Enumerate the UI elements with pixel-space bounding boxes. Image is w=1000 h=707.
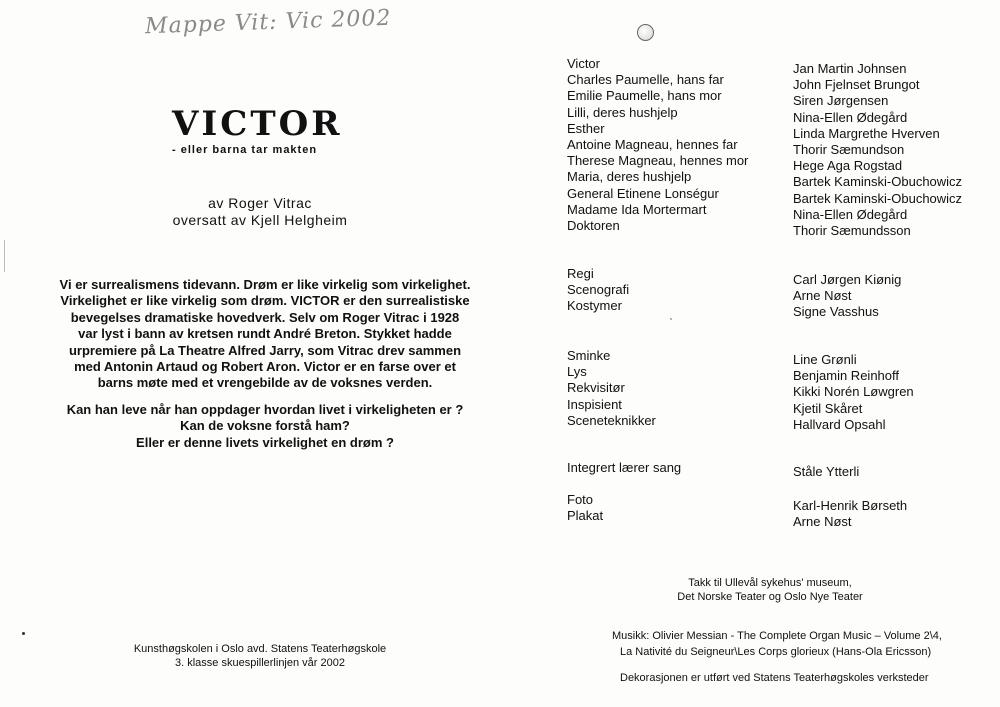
role: Antoine Magneau, hennes far	[567, 137, 738, 153]
scan-edge-mark	[4, 240, 5, 272]
intro-line: Virkelighet er like virkelig som drøm. VICTOR er den surrealistiske	[60, 293, 470, 309]
play-subtitle: - eller barna tar makten	[172, 144, 318, 156]
crew-role: Scenografi	[567, 282, 630, 298]
thanks-line: Takk til Ullevål sykehus' museum,	[688, 577, 852, 589]
intro-line: urpremiere på La Theatre Alfred Jarry, som Vitrac drev sammen	[68, 342, 462, 358]
intro-line: med Antonin Artaud og Robert Aron. Victor er en farse over et	[74, 359, 456, 375]
question-line: Kan han leve når han oppdager hvordan livet i virkeligheten er ?	[66, 402, 464, 417]
actor: Hege Aga Rogstad	[793, 158, 903, 174]
crew-role: Plakat	[567, 508, 604, 524]
punch-hole	[637, 24, 654, 41]
role: Victor	[567, 56, 600, 71]
crew-role: Lys	[567, 364, 587, 380]
crew-names-4	[793, 498, 907, 530]
crew-name: Arne Nøst	[793, 514, 852, 530]
crew-roles-1	[567, 266, 629, 315]
crew-role: Kostymer	[567, 298, 622, 314]
scan-speck	[670, 318, 672, 320]
role: Esther	[567, 120, 605, 136]
cast-roles	[567, 56, 748, 234]
handwritten-archive-note: Mappe Vit: Vic 2002	[144, 5, 392, 40]
crew-name: Karl-Henrik Børseth	[793, 498, 908, 513]
role: Charles Paumelle, hans far	[567, 72, 724, 88]
crew-name: Arne Nøst	[793, 288, 852, 304]
translator-line: oversatt av Kjell Helgheim	[172, 212, 348, 228]
author-line: av Roger Vitrac	[208, 195, 312, 211]
questions	[50, 402, 480, 451]
role: Doktoren	[567, 218, 620, 234]
crew-role-singing: Integrert lærer sang	[567, 460, 682, 475]
question-line: Eller er denne livets virkelighet en drøm ?	[136, 434, 394, 450]
intro-line: Vi er surrealismens tidevann. Drøm er like virkelig som virkelighet.	[59, 277, 471, 292]
play-title: VICTOR	[172, 104, 343, 144]
cast-names	[793, 61, 962, 239]
actor: Nina-Ellen Ødegård	[793, 206, 908, 222]
actor: Linda Margrethe Hverven	[793, 125, 940, 141]
role: Lilli, deres hushjelp	[567, 104, 678, 120]
crew-name: Signe Vasshus	[793, 304, 879, 320]
crew-role: Regi	[567, 266, 594, 281]
thanks-line: Det Norske Teater og Oslo Nye Teater	[677, 591, 863, 603]
crew-role: Inspisient	[567, 396, 622, 412]
crew-names-1	[793, 272, 901, 321]
crew-name: Kjetil Skåret	[793, 400, 863, 416]
intro-line: bevegelses dramatiske hovedverk. Selv om Roger Vitrac i 1928	[70, 309, 460, 325]
crew-role: Rekvisitør	[567, 380, 625, 396]
question-line: Kan de voksne forstå ham?	[180, 418, 350, 434]
class-line: 3. klasse skuespillerlinjen vår 2002	[175, 657, 345, 669]
crew-name: Carl Jørgen Kiønig	[793, 272, 902, 287]
decor-note: Dekorasjonen er utført ved Statens Teaterhøgskoles verksteder	[620, 672, 929, 684]
actor: Siren Jørgensen	[793, 93, 889, 109]
crew-role: Sminke	[567, 348, 611, 363]
crew-name: Benjamin Reinhoff	[793, 368, 899, 384]
crew-role: Sceneteknikker	[567, 412, 656, 428]
actor: Thorir Sæmundson	[793, 142, 905, 158]
role: General Etinene Lonségur	[567, 185, 719, 201]
role: Madame Ida Mortermart	[567, 201, 707, 217]
role: Therese Magneau, hennes mor	[567, 153, 749, 169]
thanks-note	[640, 576, 900, 604]
school-line: Kunsthøgskolen i Oslo avd. Statens Teaterhøgskole	[133, 643, 387, 655]
music-credits	[612, 628, 942, 660]
crew-name: Hallvard Opsahl	[793, 416, 886, 432]
intro-line: barns møte med et vrengebilde av de voksnes verden.	[97, 375, 433, 391]
actor: Bartek Kaminski-Obuchowicz	[793, 174, 963, 190]
crew-name: Kikki Norén Løwgren	[793, 384, 914, 400]
actor: Bartek Kaminski-Obuchowicz	[793, 190, 963, 206]
actor: John Fjelnset Brungot	[793, 77, 920, 93]
crew-roles-4	[567, 492, 603, 524]
intro-line: var lyst i bann av kretsen rundt André Breton. Stykket hadde	[78, 326, 452, 342]
actor: Nina-Ellen Ødegård	[793, 109, 908, 125]
music-line: Musikk: Olivier Messian - The Complete Organ Music – Volume 2\4,	[612, 630, 942, 642]
actor: Jan Martin Johnsen	[793, 61, 907, 76]
crew-name-singing: Ståle Ytterli	[793, 464, 860, 479]
crew-names-2	[793, 352, 914, 433]
scan-speck	[22, 632, 25, 635]
crew-name: Line Grønli	[793, 352, 857, 367]
role: Maria, deres hushjelp	[567, 169, 692, 185]
crew-role: Foto	[567, 492, 594, 507]
role: Emilie Paumelle, hans mor	[567, 88, 722, 104]
actor: Thorir Sæmundsson	[793, 223, 911, 239]
intro-paragraph	[50, 277, 480, 392]
crew-roles-2	[567, 348, 656, 429]
school-footer	[120, 642, 400, 670]
music-line: La Nativité du Seigneur\Les Corps glorieux (Hans-Ola Ericsson)	[620, 646, 932, 658]
